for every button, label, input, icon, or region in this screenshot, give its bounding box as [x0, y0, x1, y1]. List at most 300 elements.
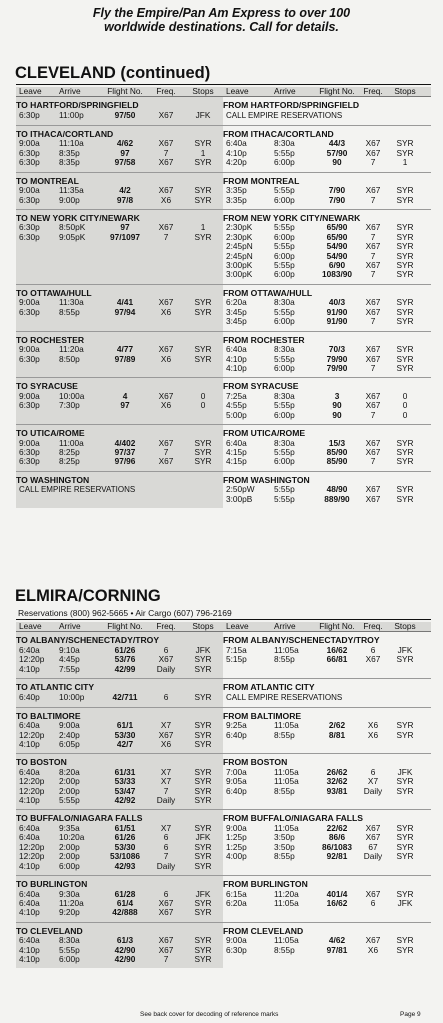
- stops: SYR: [396, 493, 414, 504]
- stops: SYR: [396, 316, 414, 327]
- frequency: Daily: [363, 785, 383, 796]
- leave-time: 6:30p: [19, 306, 40, 317]
- arrive-time: 11:05a: [274, 935, 299, 946]
- frequency: 6: [370, 766, 376, 777]
- to-half: [16, 810, 223, 876]
- flight-number: 97/58: [114, 157, 136, 168]
- arrive-time: 3:50p: [274, 841, 295, 852]
- flight-number: 54/90: [326, 250, 348, 261]
- leave-time: 6:30p: [19, 456, 40, 467]
- from-half: [223, 331, 431, 378]
- frequency: X7: [367, 776, 379, 787]
- leave-time: 6:40a: [226, 138, 247, 149]
- frequency: 6: [163, 644, 169, 655]
- route-heading: FROM ALBANY/SCHENECTADY/TROY: [223, 635, 380, 646]
- flight-number: 61/26: [114, 644, 136, 655]
- from-half: [223, 125, 431, 172]
- flight-number: 85/90: [326, 456, 348, 467]
- stops: SYR: [194, 231, 212, 242]
- to-half: [16, 378, 223, 425]
- column-header: Flight No.: [107, 622, 143, 631]
- frequency: 7: [370, 250, 376, 261]
- leave-time: 9:00a: [19, 138, 40, 149]
- flight-number: 4/62: [116, 138, 134, 149]
- flight-number: 93/81: [326, 785, 348, 796]
- flight-number: 16/62: [326, 644, 348, 655]
- leave-time: 3:35p: [226, 185, 247, 196]
- leave-time: 4:20p: [226, 157, 247, 168]
- from-half: [223, 425, 431, 472]
- stops: SYR: [396, 888, 414, 899]
- flight-number: 401/4: [326, 888, 348, 899]
- arrive-time: 11:00a: [59, 437, 84, 448]
- arrive-time: 9:05pK: [59, 231, 86, 242]
- frequency: X6: [160, 194, 172, 205]
- flight-number: 40/3: [328, 297, 346, 308]
- leave-time: 12:20p: [19, 776, 45, 787]
- flight-row: [223, 852, 431, 861]
- stops: SYR: [194, 841, 212, 852]
- stops: JFK: [195, 832, 211, 843]
- leave-time: 9:05a: [226, 776, 247, 787]
- arrive-time: 8:20a: [59, 766, 80, 777]
- flight-number: 889/90: [324, 493, 350, 504]
- route-heading: TO MONTREAL: [16, 175, 79, 186]
- stops: SYR: [194, 935, 212, 946]
- leave-time: 7:15a: [226, 644, 247, 655]
- route-block: [16, 284, 431, 331]
- flight-row: [223, 401, 431, 410]
- frequency: X67: [158, 729, 174, 740]
- stops: SYR: [396, 484, 414, 495]
- stops: SYR: [194, 663, 212, 674]
- leave-time: 9:00a: [226, 935, 247, 946]
- flight-number: 42/7: [116, 738, 134, 749]
- from-half: [223, 284, 431, 331]
- frequency: X6: [160, 306, 172, 317]
- arrive-time: 11:20a: [59, 344, 84, 355]
- stops: SYR: [194, 138, 212, 149]
- flight-number: 2/62: [328, 720, 346, 731]
- route-block: [16, 632, 431, 679]
- leave-time: 3:45p: [226, 306, 247, 317]
- route-heading: TO SYRACUSE: [16, 381, 78, 392]
- stops: SYR: [396, 944, 414, 955]
- section-title-elmira-corning: ELMIRA/CORNING: [15, 587, 161, 605]
- frequency: X67: [365, 353, 381, 364]
- stops: SYR: [396, 935, 414, 946]
- flight-number: 97/8: [116, 194, 134, 205]
- flight-number: 97/1097: [110, 231, 140, 242]
- frequency: X67: [158, 109, 174, 120]
- flight-number: 70/3: [328, 344, 346, 355]
- frequency: X67: [365, 400, 381, 411]
- arrive-time: 2:00p: [59, 851, 80, 862]
- column-header: Freq.: [156, 622, 176, 631]
- arrive-time: 8:30a: [274, 437, 295, 448]
- route-heading: FROM BUFFALO/NIAGARA FALLS: [223, 813, 364, 824]
- footer-note: See back cover for decoding of reference marks: [140, 1011, 279, 1018]
- flight-row: [223, 495, 431, 504]
- frequency: X67: [365, 297, 381, 308]
- frequency: X67: [365, 832, 381, 843]
- stops: SYR: [194, 306, 212, 317]
- to-half: [16, 172, 223, 209]
- flight-number: 91/90: [326, 316, 348, 327]
- to-half: [16, 754, 223, 810]
- route-heading: TO CLEVELAND: [16, 925, 83, 936]
- flight-number: 97/81: [326, 944, 348, 955]
- flight-row: [223, 655, 431, 664]
- leave-time: 6:40a: [19, 897, 40, 908]
- column-header: Flight No.: [107, 87, 143, 96]
- route-block: [16, 331, 431, 378]
- page-number: Page 9: [400, 1011, 421, 1018]
- leave-time: 5:00p: [226, 409, 247, 420]
- route-heading: FROM SYRACUSE: [223, 381, 299, 392]
- route-heading: FROM ROCHESTER: [223, 334, 305, 345]
- arrive-time: 11:30a: [59, 297, 84, 308]
- stops: JFK: [195, 109, 211, 120]
- frequency: 6: [163, 832, 169, 843]
- frequency: X6: [367, 944, 379, 955]
- to-half: [16, 922, 223, 968]
- flight-number: 3: [334, 390, 340, 401]
- route-block: [16, 172, 431, 209]
- leave-time: 6:40p: [19, 691, 40, 702]
- frequency: X6: [367, 729, 379, 740]
- flight-number: 53/76: [114, 654, 136, 665]
- route-heading: TO ATLANTIC CITY: [16, 682, 95, 693]
- flight-number: 97: [120, 400, 130, 411]
- column-header: Flight No.: [319, 622, 355, 631]
- from-half: [223, 754, 431, 810]
- flight-number: 79/90: [326, 362, 348, 373]
- arrive-time: 6:00p: [274, 456, 295, 467]
- leave-time: 6:30p: [19, 231, 40, 242]
- arrive-time: 11:20a: [274, 888, 299, 899]
- leave-time: 6:30p: [19, 400, 40, 411]
- flight-number: 4: [122, 390, 128, 401]
- route-note: CALL EMPIRE RESERVATIONS: [226, 110, 343, 120]
- flight-row: [16, 862, 223, 871]
- frequency: 7: [370, 157, 376, 168]
- from-half: [223, 810, 431, 876]
- leave-time: 6:40p: [226, 729, 247, 740]
- flight-number: 61/3: [116, 935, 134, 946]
- stops: SYR: [194, 437, 212, 448]
- stops: SYR: [396, 362, 414, 373]
- leave-time: 9:00a: [19, 390, 40, 401]
- frequency: X67: [158, 344, 174, 355]
- route-heading: TO ROCHESTER: [16, 334, 85, 345]
- arrive-time: 9:20p: [59, 907, 80, 918]
- frequency: 7: [163, 446, 169, 457]
- arrive-time: 8:35p: [59, 147, 80, 158]
- leave-time: 4:10p: [19, 860, 40, 871]
- flight-number: 53/33: [114, 776, 136, 787]
- arrive-time: 8:55p: [274, 851, 295, 862]
- frequency: X67: [158, 935, 174, 946]
- leave-time: 4:10p: [19, 954, 40, 965]
- flight-row: [223, 317, 431, 326]
- arrive-time: 8:50p: [59, 353, 80, 364]
- leave-time: 6:30p: [19, 157, 40, 168]
- frequency: 7: [370, 362, 376, 373]
- frequency: X67: [365, 260, 381, 271]
- stops: JFK: [397, 644, 413, 655]
- route-block: [16, 876, 431, 923]
- arrive-time: 11:05a: [274, 822, 299, 833]
- flight-row: [223, 392, 431, 401]
- flight-row: [16, 740, 223, 749]
- column-header: Freq.: [156, 87, 176, 96]
- leave-time: 2:50pW: [226, 484, 255, 495]
- leave-time: 6:40a: [19, 720, 40, 731]
- frequency: 6: [163, 691, 169, 702]
- flight-row: [16, 665, 223, 674]
- flight-number: 86/1083: [322, 841, 352, 852]
- flight-number: 44/3: [328, 138, 346, 149]
- from-half: [223, 172, 431, 209]
- arrive-time: 8:30a: [59, 935, 80, 946]
- leave-time: 1:25p: [226, 841, 247, 852]
- flight-number: 90: [332, 409, 342, 420]
- flight-number: 4/77: [116, 344, 134, 355]
- flight-number: 48/90: [326, 484, 348, 495]
- arrive-time: 8:35p: [59, 157, 80, 168]
- leave-time: 6:20a: [226, 297, 247, 308]
- from-half: [223, 876, 431, 923]
- route-block: [16, 471, 431, 508]
- to-half: [16, 284, 223, 331]
- stops: 0: [402, 400, 408, 411]
- column-header: Freq.: [363, 87, 383, 96]
- flight-number: 61/1: [116, 720, 134, 731]
- frequency: X67: [365, 888, 381, 899]
- leave-time: 9:00a: [226, 822, 247, 833]
- frequency: X7: [160, 766, 172, 777]
- stops: SYR: [396, 222, 414, 233]
- leave-time: 6:30p: [19, 353, 40, 364]
- column-header: Stops: [192, 87, 214, 96]
- flight-number: 42/888: [112, 907, 138, 918]
- stops: JFK: [195, 888, 211, 899]
- frequency: X67: [365, 437, 381, 448]
- leave-time: 4:10p: [19, 738, 40, 749]
- stops: SYR: [194, 795, 212, 806]
- header-labels: [16, 622, 223, 631]
- from-half: [223, 471, 431, 508]
- route-heading: TO BOSTON: [16, 757, 67, 768]
- column-header: Arrive: [59, 622, 81, 631]
- flight-row: [16, 308, 223, 317]
- route-block: [16, 125, 431, 172]
- stops: SYR: [396, 147, 414, 158]
- flight-row: [223, 158, 431, 167]
- flight-row: [16, 355, 223, 364]
- flight-row: [16, 796, 223, 805]
- leave-time: 4:10p: [19, 907, 40, 918]
- frequency: X67: [365, 484, 381, 495]
- frequency: X67: [158, 944, 174, 955]
- frequency: X7: [160, 776, 172, 787]
- arrive-time: 6:00p: [274, 362, 295, 373]
- flight-row: [223, 364, 431, 373]
- frequency: X67: [158, 157, 174, 168]
- flight-number: 1083/90: [322, 269, 352, 280]
- route-heading: FROM HARTFORD/SPRINGFIELD: [223, 100, 360, 111]
- section-rule: [16, 619, 431, 620]
- leave-time: 9:00a: [19, 437, 40, 448]
- stops: SYR: [194, 185, 212, 196]
- leave-time: 6:15a: [226, 888, 247, 899]
- route-block: [16, 810, 431, 876]
- arrive-time: 10:00p: [59, 691, 85, 702]
- arrive-time: 11:35a: [59, 185, 84, 196]
- flight-number: 54/90: [326, 241, 348, 252]
- frequency: 7: [163, 954, 169, 965]
- column-header-row: [16, 622, 431, 632]
- frequency: X67: [365, 935, 381, 946]
- flight-number: 97/94: [114, 306, 136, 317]
- to-header: [16, 622, 223, 632]
- stops: SYR: [396, 832, 414, 843]
- flight-row: [16, 233, 223, 242]
- route-heading: TO WASHINGTON: [16, 474, 90, 485]
- flight-number: 4/41: [116, 297, 134, 308]
- frequency: 7: [370, 316, 376, 327]
- leave-time: 3:00pK: [226, 260, 253, 271]
- flight-number: 53/30: [114, 841, 136, 852]
- route-block: [16, 209, 431, 284]
- frequency: 6: [370, 897, 376, 908]
- to-header: [16, 87, 223, 97]
- stops: JFK: [397, 766, 413, 777]
- route-block: [16, 922, 431, 968]
- leave-time: 12:20p: [19, 654, 45, 665]
- to-half: [16, 331, 223, 378]
- flight-number: 42/92: [114, 795, 136, 806]
- stops: SYR: [396, 269, 414, 280]
- arrive-time: 8:30a: [274, 297, 295, 308]
- route-note: CALL EMPIRE RESERVATIONS: [226, 692, 343, 702]
- frequency: 6: [163, 841, 169, 852]
- route-block: [16, 97, 431, 126]
- arrive-time: 8:30a: [274, 390, 295, 401]
- leave-time: 12:20p: [19, 851, 45, 862]
- flight-number: 53/30: [114, 729, 136, 740]
- stops: SYR: [396, 297, 414, 308]
- flight-row: [16, 908, 223, 917]
- route-block: [16, 707, 431, 754]
- leave-time: 4:10p: [226, 353, 247, 364]
- arrive-time: 8:55p: [59, 306, 80, 317]
- stops: SYR: [194, 785, 212, 796]
- flight-row: [223, 411, 431, 420]
- stops: 0: [402, 409, 408, 420]
- stops: SYR: [194, 720, 212, 731]
- frequency: 6: [370, 644, 376, 655]
- arrive-time: 9:10a: [59, 644, 80, 655]
- arrive-time: 6:00p: [59, 860, 80, 871]
- leave-time: 6:30p: [19, 222, 40, 233]
- stops: SYR: [396, 729, 414, 740]
- frequency: X67: [365, 222, 381, 233]
- arrive-time: 9:35a: [59, 822, 80, 833]
- leave-time: 4:15p: [226, 446, 247, 457]
- stops: SYR: [194, 860, 212, 871]
- leave-time: 6:40a: [19, 822, 40, 833]
- stops: SYR: [194, 194, 212, 205]
- leave-time: 6:30p: [19, 109, 40, 120]
- leave-time: 2:45pN: [226, 241, 253, 252]
- leave-time: 6:30p: [19, 147, 40, 158]
- arrive-time: 5:55p: [274, 241, 295, 252]
- leave-time: 7:00a: [226, 766, 247, 777]
- stops: JFK: [195, 644, 211, 655]
- flight-row: [16, 955, 223, 964]
- leave-time: 4:10p: [19, 944, 40, 955]
- leave-time: 4:10p: [19, 795, 40, 806]
- column-header: Arrive: [274, 622, 296, 631]
- route-heading: FROM ATLANTIC CITY: [223, 682, 315, 693]
- stops: SYR: [396, 785, 414, 796]
- leave-time: 4:00p: [226, 851, 247, 862]
- flight-number: 42/90: [114, 954, 136, 965]
- flight-number: 86/6: [328, 832, 346, 843]
- leave-time: 6:40a: [226, 437, 247, 448]
- flight-number: 65/90: [326, 222, 348, 233]
- stops: SYR: [194, 944, 212, 955]
- arrive-time: 11:05a: [274, 897, 299, 908]
- stops: SYR: [396, 250, 414, 261]
- leave-time: 3:35p: [226, 194, 247, 205]
- route-heading: FROM UTICA/ROME: [223, 428, 306, 439]
- flight-row: [16, 693, 223, 702]
- flight-number: 90: [332, 157, 342, 168]
- frequency: Daily: [156, 663, 176, 674]
- arrive-time: 8:55p: [274, 729, 295, 740]
- flight-number: 66/81: [326, 654, 348, 665]
- column-header: Leave: [19, 622, 42, 631]
- banner-line-1: Fly the Empire/Pan Am Express to over 100: [92, 6, 351, 20]
- frequency: 7: [370, 409, 376, 420]
- route-heading: FROM BALTIMORE: [223, 710, 302, 721]
- column-header: Leave: [226, 622, 249, 631]
- arrive-time: 5:55p: [274, 400, 295, 411]
- flight-row: [16, 401, 223, 410]
- frequency: X67: [158, 437, 174, 448]
- arrive-time: 5:55p: [274, 446, 295, 457]
- frequency: X67: [365, 147, 381, 158]
- leave-time: 6:40a: [19, 832, 40, 843]
- frequency: 7: [370, 231, 376, 242]
- leave-time: 4:10p: [226, 147, 247, 158]
- arrive-time: 8:55p: [274, 785, 295, 796]
- to-half: [16, 97, 223, 126]
- reservations-line: Reservations (800) 962-5665 • Air Cargo (607) 796-2169: [18, 608, 232, 618]
- column-header: Stops: [394, 622, 416, 631]
- leave-time: 2:30pK: [226, 231, 253, 242]
- flight-row: [16, 111, 223, 120]
- route-heading: TO OTTAWA/HULL: [16, 287, 92, 298]
- frequency: 7: [370, 269, 376, 280]
- arrive-time: 8:25p: [59, 456, 80, 467]
- column-header: Arrive: [59, 87, 81, 96]
- stops: 1: [402, 157, 408, 168]
- flight-row: [223, 196, 431, 205]
